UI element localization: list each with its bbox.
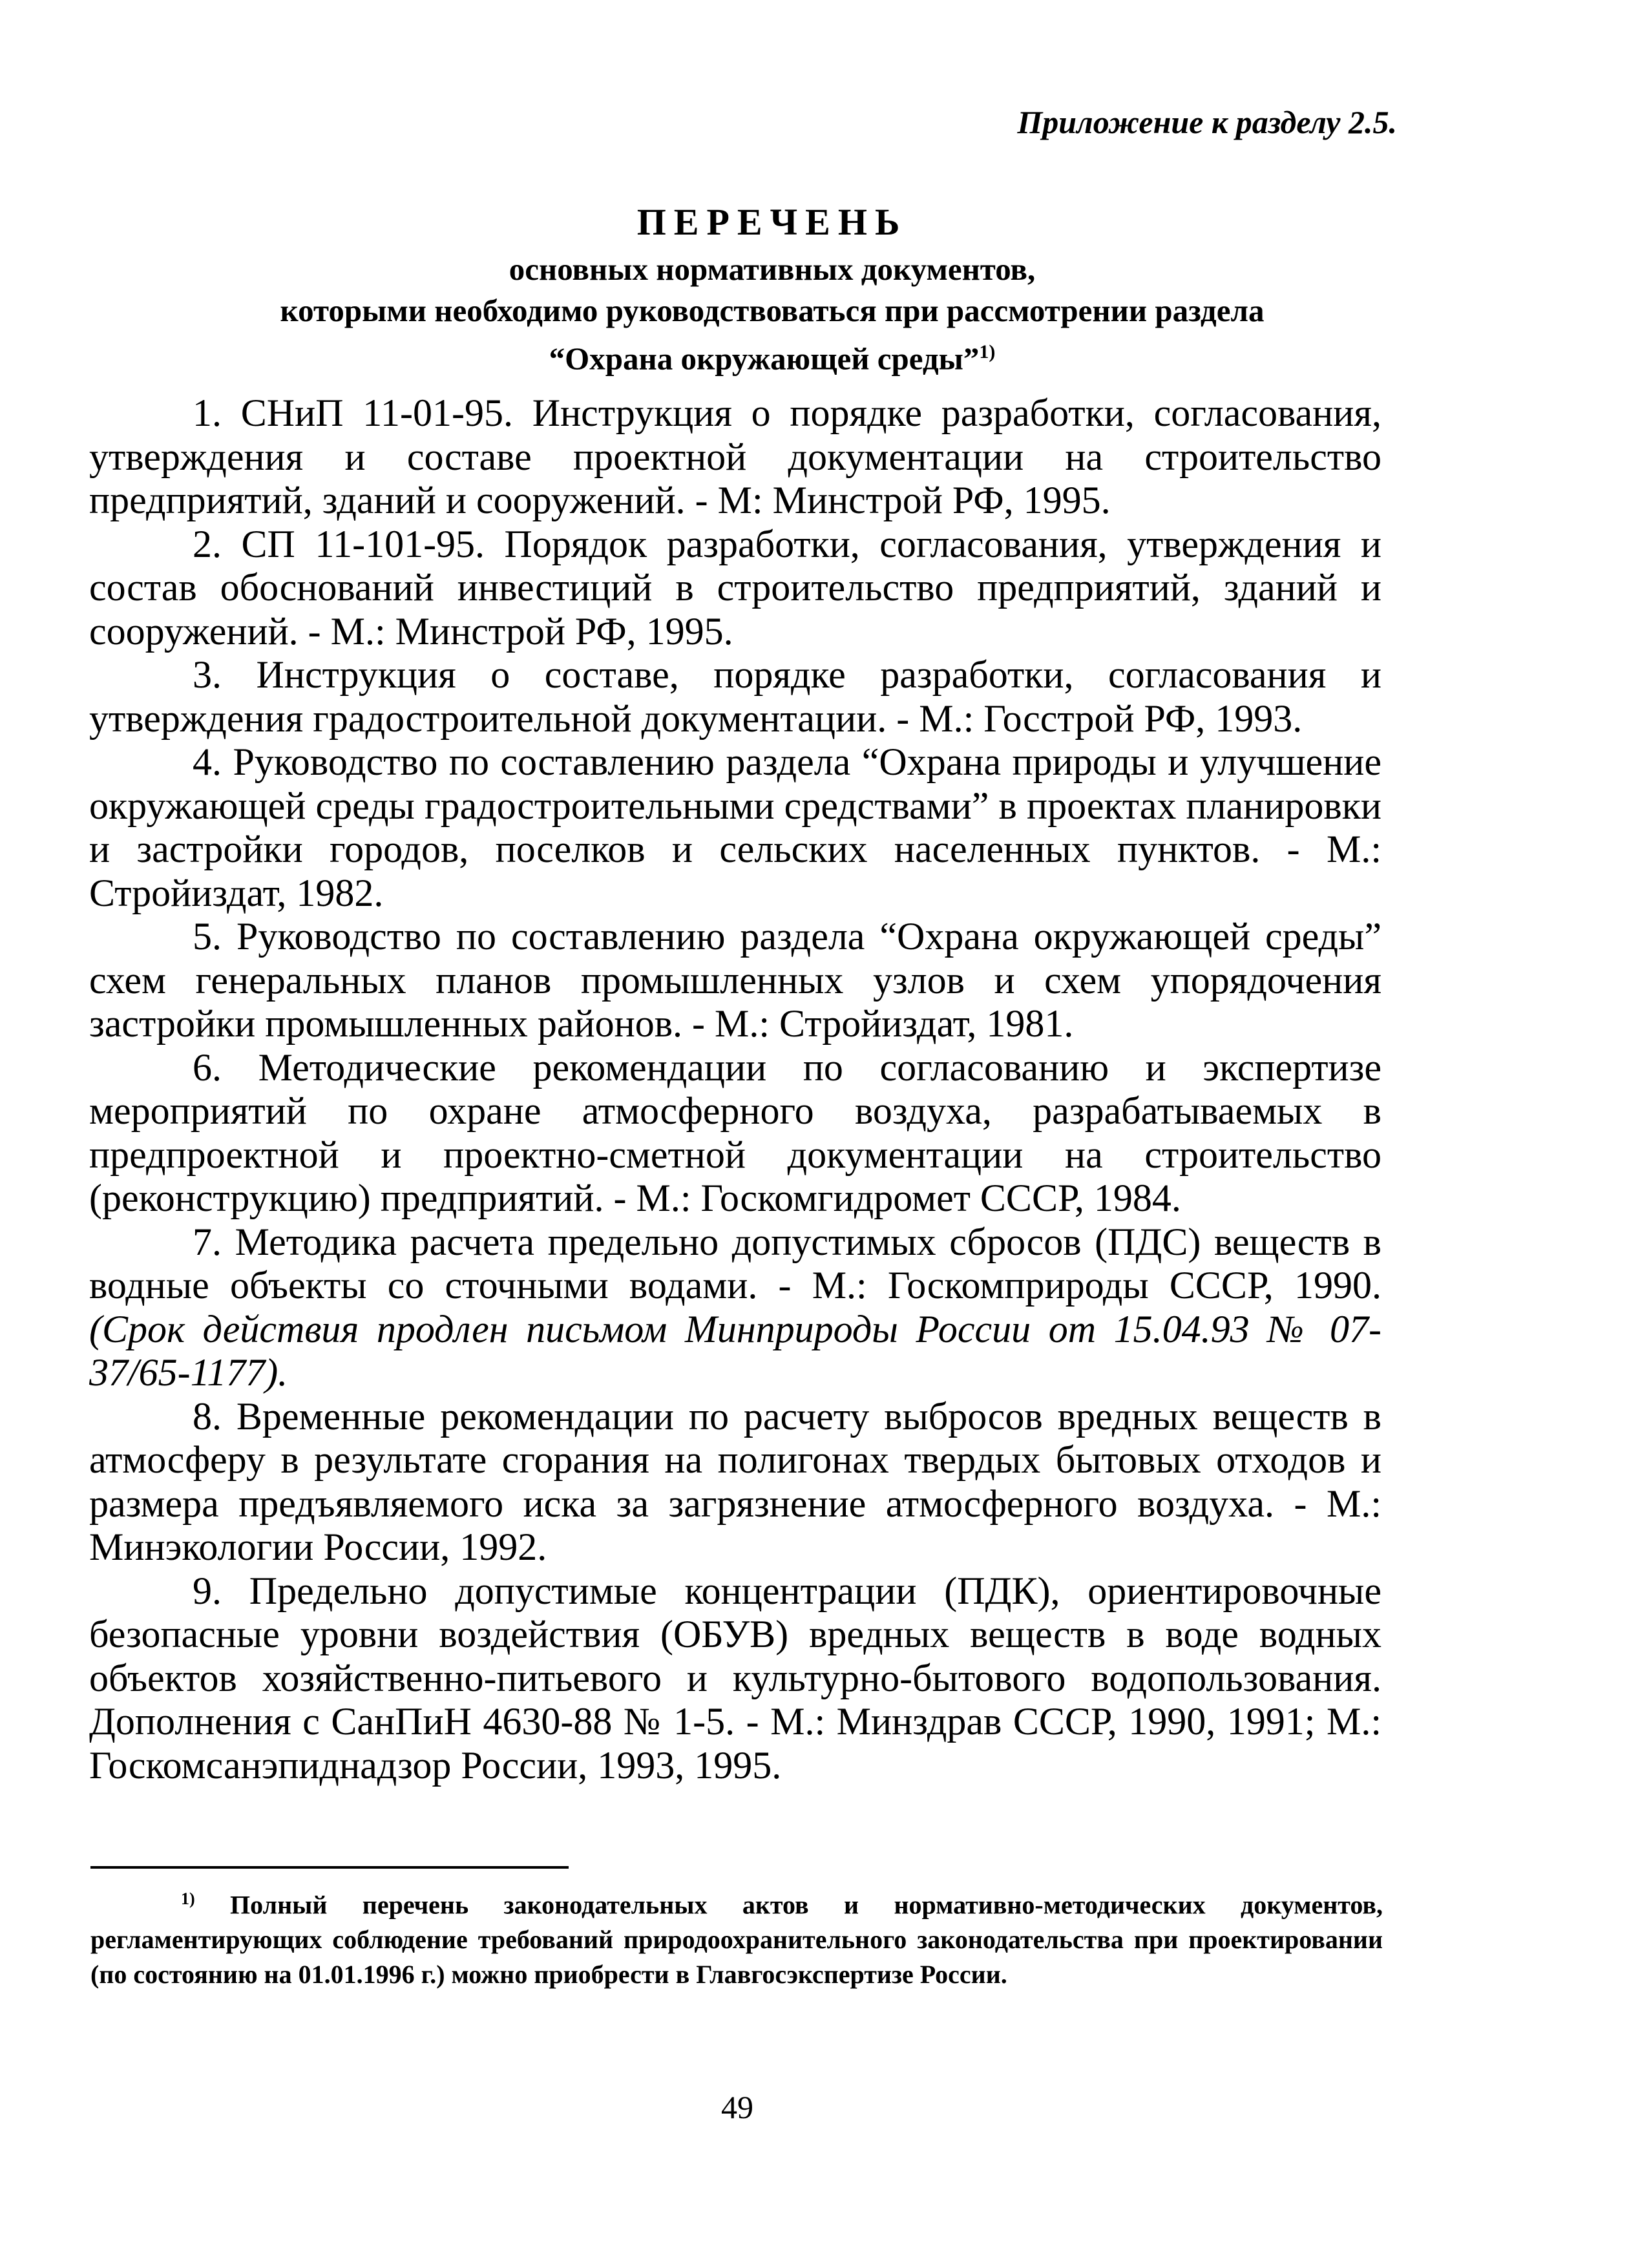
document-title: ПЕРЕЧЕНЬ (636, 201, 908, 243)
list-item-text: 5. Руководство по составлению раздела “Охрана окружающей среды” схем генеральных планов промышленных узлов и схем упорядочения застройки промышленных районов. - М.: Стройиздат, 1981. (89, 915, 1381, 1045)
list-item-text: 4. Руководство по составлению раздела “Охрана природы и улучшение окружающей среды градостроительными средствами” в проектах планировки и застройки городов, поселков и сельских населенных пунктов. - М.: Стройиздат, 1982. (89, 740, 1381, 914)
list-item (89, 1395, 1381, 1570)
list-item-text: 9. Предельно допустимые концентрации (ПДК), ориентировочные безопасные уровни воздействия (ОБУВ) вредных веществ в воде водных объектов хозяйственно-питьевого и культурно-бытового водопользования. Дополнения с СанПиН 4630-88 № 1-5. - М.: Минздрав СССР, 1990, 1991; М.: Госкомсанэпиднадзор России, 1993, 1995. (89, 1569, 1381, 1787)
document-list (89, 392, 1381, 1787)
title-line-3 (168, 331, 1376, 379)
list-item-note: (Срок действия продлен письмом Минприроды России от 15.04.93 № 07-37/65-1177). (89, 1307, 1381, 1394)
list-item (89, 653, 1381, 740)
page-number: 49 (721, 2089, 753, 2125)
footnote-marker: 1) (181, 1889, 195, 1908)
list-item (89, 915, 1381, 1046)
footnote-text: Полный перечень законодательных актов и нормативно-методических документов, регламентирующих соблюдение требований природоохранительного законодательства при проектировании (по состоянию на 01.01.1996 г.) можно приобрести в Главгосэкспертизе России. (90, 1890, 1383, 1990)
list-item (89, 392, 1381, 523)
appendix-note: Приложение к разделу 2.5. (1017, 104, 1397, 140)
list-item (89, 1046, 1381, 1221)
list-item-text: 7. Методика расчета предельно допустимых сбросов (ПДС) веществ в водные объекты со сточными водами. - М.: Госкомприроды СССР, 1990. (89, 1220, 1381, 1307)
list-item (89, 1570, 1381, 1788)
footnote-divider (90, 1866, 569, 1869)
title-line-1: основных нормативных документов, (509, 251, 1036, 287)
list-item-text: 1. СНиП 11-01-95. Инструкция о порядке разработки, согласования, утверждения и составе проектной документации на строительство предприятий, зданий и сооружений. - М: Минстрой РФ, 1995. (89, 392, 1381, 521)
list-item-text: 2. СП 11-101-95. Порядок разработки, согласования, утверждения и состав обоснований инвестиций в строительство предприятий, зданий и сооружений. - М.: Минстрой РФ, 1995. (89, 522, 1381, 653)
list-item (89, 1221, 1381, 1395)
title-line-2: которыми необходимо руководствоваться при рассмотрении раздела (280, 293, 1265, 328)
list-item (89, 740, 1381, 915)
list-item-text: 3. Инструкция о составе, порядке разработки, согласования и утверждения градостроительной документации. - М.: Госстрой РФ, 1993. (89, 653, 1381, 740)
title-line-3-text: “Охрана окружающей среды” (549, 341, 980, 377)
list-item-text: 8. Временные рекомендации по расчету выбросов вредных веществ в атмосферу в результате сгорания на полигонах твердых бытовых отходов и размера предъявляемого иска за загрязнение атмосферного воздуха. - М.: Минэкологии России, 1992. (89, 1394, 1381, 1568)
list-item-text: 6. Методические рекомендации по согласованию и экспертизе мероприятий по охране атмосферного воздуха, разрабатываемых в предпроектной и проектно-сметной документации на строительство (реконструкцию) предприятий. - М.: Госкомгидромет СССР, 1984. (89, 1045, 1381, 1219)
title-footnote-marker: 1) (979, 341, 996, 362)
list-item (89, 523, 1381, 654)
footnote (90, 1882, 1383, 1992)
title-block (168, 200, 1376, 379)
